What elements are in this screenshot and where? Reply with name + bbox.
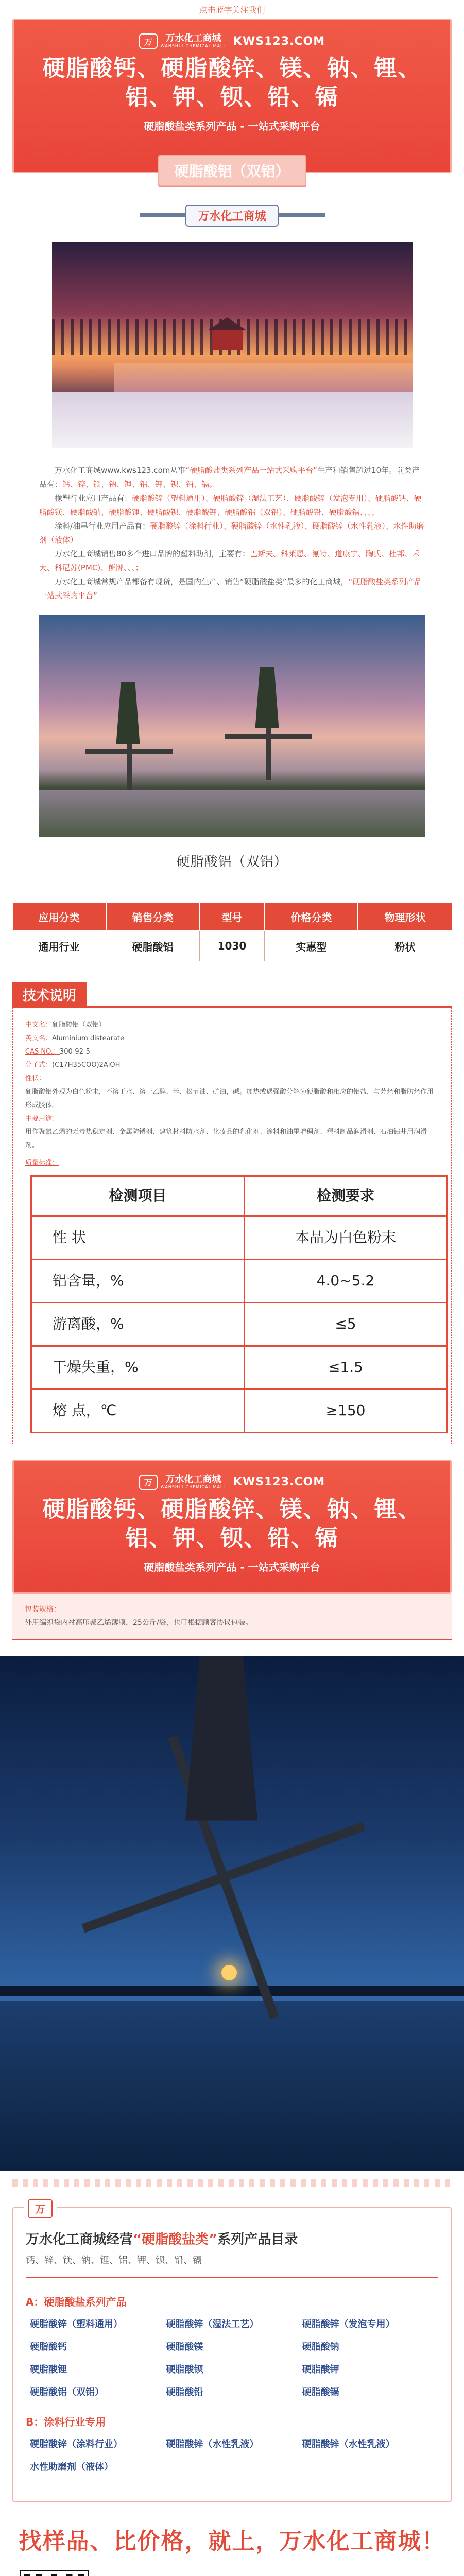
spec-value: 4.0~5.2 (244, 1259, 446, 1302)
intro-p5-a: 万水化工商城常规产品都备有现货，是国内生产、销售“硬脂酸盐类”最多的化工商城， (55, 577, 349, 586)
intro-p2-list: 硬脂酸锌（塑料通用）、硬脂酸锌（湿法工艺）、硬脂酸锌（发泡专用）、硬脂酸钙、硬脂酸镁、硬脂酸钠、硬脂酸锂、硬脂酸钡、硬脂酸钾、硬脂酸铝（双铝）、硬脂酸铅、硬脂酸镉、、、； (39, 494, 422, 517)
header-cell: 物理形状 (358, 902, 452, 931)
product-name: 硬脂酸铝（双铝） (176, 854, 288, 870)
table-cell: 硬脂酸铝 (106, 931, 200, 961)
spec-item: 游离酸，% (31, 1302, 245, 1346)
top-banner (12, 19, 452, 180)
site-url: KWS123.COM (233, 35, 325, 48)
store-ribbon (140, 204, 325, 227)
catalog-title (26, 2229, 438, 2248)
logo-name: 万水化工商城 (165, 33, 221, 44)
follow-tip[interactable] (0, 0, 464, 19)
field-property (25, 1072, 439, 1086)
spec-item: 铝含量，% (31, 1259, 245, 1302)
catalog-item[interactable]: 硬脂酸锂 (30, 2364, 67, 2375)
spec-item: 熔 点，℃ (31, 1389, 245, 1432)
logo-text (161, 34, 226, 48)
intro-p5 (39, 575, 425, 603)
company-intro (0, 464, 464, 603)
spec-value: ≥150 (244, 1389, 446, 1432)
catalog-title-b: 系列产品目录 (217, 2231, 298, 2247)
intro-p1-highlight: “硬脂酸盐类系列产品一站式采购平台” (185, 466, 317, 475)
intro-p4-a: 万水化工商城销售80多个进口品牌的塑料助剂，主要有： (55, 549, 250, 558)
intro-p3-a: 涂料/油墨行业应用产品有： (55, 521, 150, 531)
logo-mark-icon: 万 (28, 2199, 53, 2218)
catalog-rule (26, 2277, 438, 2278)
wave-divider (12, 2179, 452, 2187)
catalog-grid-b (26, 2437, 438, 2473)
table-cell: 粉状 (358, 931, 452, 961)
table-row (12, 931, 452, 961)
field-name-en (25, 1032, 439, 1045)
logo-text (161, 1475, 226, 1489)
spec-header-cell: 检测项目 (31, 1176, 245, 1216)
catalog-item[interactable]: 硬脂酸锌（塑料通用） (30, 2318, 123, 2330)
header-cell: 价格分类 (264, 902, 358, 931)
catalog-box (12, 2203, 452, 2502)
catalog-item[interactable]: 硬脂酸钡 (166, 2364, 203, 2375)
product-tag: 硬脂酸铝（双铝） (158, 155, 306, 186)
brand-row (14, 20, 450, 49)
catalog-grid-a (26, 2317, 438, 2398)
field-key: 性状： (25, 1074, 46, 1082)
header-cell: 应用分类 (12, 902, 106, 931)
logo-mark-icon: 万 (139, 1475, 158, 1490)
usage-text: 用作聚氯乙烯的无毒热稳定剂、金属防锈剂、建筑材料防水剂、化妆品的乳化剂、涂料和油墨增稠剂、塑料制品润滑剂、石油钻井用润滑剂。 (25, 1128, 427, 1149)
banner-title: 硬脂酸钙、硬脂酸锌、镁、钠、锂、铝、钾、钡、铅、镉 (42, 55, 422, 110)
intro-p1-b: 生产和销售超过10年。前类产品有： (39, 466, 420, 489)
packaging-box (12, 1594, 452, 1640)
table-row (31, 1302, 447, 1346)
spec-value: ≤1.5 (244, 1346, 446, 1389)
brand-logo (139, 33, 226, 49)
tech-heading-label: 技术说明 (12, 982, 87, 1007)
catalog-item[interactable]: 水性助磨剂（液体） (30, 2461, 113, 2472)
second-banner (12, 1460, 452, 1594)
intro-p3-list: 硬脂酸锌（涂料行业）、硬脂酸锌（水性乳液）、硬脂酸锌（水性乳液）、水性助磨剂（液体） (39, 521, 424, 545)
spec-value: ≤5 (244, 1302, 446, 1346)
catalog-item[interactable]: 硬脂酸锌（涂料行业） (30, 2438, 123, 2450)
property-text: 硬脂酸铝外观为白色粉末，不溶于水、溶于乙醇、苯、松节油、矿油，碱。加热或遇强酸分解为硬脂酸和相应的铝盐，与芳烃和脂肪烃作用形成胶体。 (25, 1088, 434, 1109)
field-key: 中文名： (25, 1021, 53, 1029)
packaging-label: 包装规格： (25, 1605, 61, 1614)
brand-logo (139, 1475, 226, 1490)
intro-p3 (39, 519, 425, 547)
table-row (31, 1259, 447, 1302)
snow-shape (52, 392, 413, 448)
intro-p4-list: 巴斯夫、科莱恩、氟特、道康宁、陶氏、杜邦、禾大、科尼苏(PMC)、熊牌、、、； (39, 549, 420, 572)
table-cell: 通用行业 (12, 931, 106, 961)
river-shape (39, 790, 425, 837)
logo-mark-icon: 万 (139, 33, 158, 49)
catalog-item[interactable]: 硬脂酸钾 (302, 2364, 339, 2375)
intro-p2 (39, 492, 425, 519)
spec-item: 干燥失重，% (31, 1346, 245, 1389)
header-cell: 销售分类 (106, 902, 200, 931)
field-value: 硬脂酸铝（双铝） (52, 1021, 106, 1029)
banner-title: 硬脂酸钙、硬脂酸锌、镁、钠、锂、铝、钾、钡、铅、镉 (42, 1496, 422, 1551)
table-cell: 实惠型 (264, 931, 358, 961)
catalog-item[interactable]: 硬脂酸锌（水性乳液） (166, 2438, 259, 2450)
catalog-item[interactable]: 硬脂酸钠 (302, 2341, 339, 2352)
cta-headline: 找样品、比价格，就上，万水化工商城！ (19, 2528, 445, 2554)
catalog-item[interactable]: 硬脂酸锌（发泡专用） (302, 2318, 395, 2330)
intro-p2-a: 橡塑行业应用产品有： (55, 494, 132, 503)
catalog-item[interactable]: 硬脂酸镁 (166, 2341, 203, 2352)
brand-row (14, 1461, 450, 1490)
store-ribbon-label: 万水化工商城 (185, 205, 278, 227)
spec-value: 本品为白色粉末 (244, 1216, 446, 1259)
intro-p4 (39, 547, 425, 575)
catalog-item[interactable]: 硬脂酸锌（湿法工艺） (166, 2318, 259, 2330)
intro-p1 (39, 464, 425, 492)
catalog-item[interactable]: 硬脂酸镉 (302, 2386, 339, 2398)
classification-table (12, 902, 453, 961)
classification-header-row (12, 902, 452, 931)
field-value: 300-92-5 (59, 1047, 90, 1056)
site-url: KWS123.COM (233, 1476, 325, 1488)
catalog-metals: 钙、锌、镁、钠、锂、铝、钾、钡、铅、镉 (26, 2255, 202, 2266)
spec-header-cell: 检测要求 (244, 1176, 446, 1216)
field-name-cn (25, 1019, 439, 1032)
house-shape (212, 330, 243, 350)
field-key: 英文名： (25, 1034, 53, 1042)
quality-label: 质量标准： (25, 1159, 59, 1167)
field-key: 分子式： (25, 1061, 53, 1069)
qr-code-icon[interactable] (21, 2571, 88, 2576)
intro-p5-highlight: “硬脂酸盐类系列产品一站式采购平台” (39, 577, 422, 600)
tech-heading (12, 982, 452, 1008)
packaging-text: 外用编织袋内衬高压聚乙烯薄膜，25公斤/袋，也可根据顾客协议包装。 (25, 1618, 253, 1627)
windmill-night-photo (0, 1656, 464, 2171)
table-row (31, 1346, 447, 1389)
tech-body (12, 1008, 452, 1444)
banner-subtitle: 硬脂酸盐类系列产品 - 一站式采购平台 (144, 1561, 320, 1573)
catalog-badge (24, 2199, 57, 2218)
spec-header-row (31, 1176, 447, 1216)
field-formula (25, 1059, 439, 1072)
banner-subtitle: 硬脂酸盐类系列产品 - 一站式采购平台 (144, 120, 320, 132)
catalog-title-a: 万水化工商城经营 (26, 2231, 133, 2247)
field-value: Aluminium distearate (52, 1034, 125, 1042)
catalog-item[interactable]: 硬脂酸钙 (30, 2341, 67, 2352)
cta-bottom (0, 2555, 464, 2576)
spec-table (30, 1175, 448, 1433)
follow-tip-text[interactable]: 点击蓝字关注我们 (199, 5, 265, 15)
intro-p1-a: 万水化工商城www.kws123.com从事 (55, 466, 186, 475)
lamp-glow-shape (221, 1965, 237, 1980)
tech-heading-line (12, 1006, 452, 1008)
catalog-item[interactable]: 硬脂酸铝（双铝） (30, 2386, 104, 2398)
catalog-section-b: B：涂料行业专用 (26, 2415, 106, 2428)
header-cell: 型号 (200, 902, 265, 931)
sunset-village-photo (52, 242, 413, 448)
catalog-title-highlight: “硬脂酸盐类” (133, 2231, 218, 2247)
table-cell: 1030 (200, 931, 265, 961)
intro-p1-list: 钙、锌、镁、钠、锂、铝、钾、钡、铅、镉。 (62, 480, 217, 489)
catalog-item[interactable]: 硬脂酸铅 (166, 2386, 203, 2398)
table-row (31, 1216, 447, 1259)
field-cas (25, 1045, 439, 1059)
field-key: CAS NO.： (25, 1047, 60, 1056)
logo-sub: WANSHUI CHEMICAL MALL (160, 1484, 226, 1489)
table-row (31, 1389, 447, 1432)
spec-item: 性 状 (31, 1216, 245, 1259)
usage-label: 主要用途： (25, 1114, 59, 1123)
logo-name: 万水化工商城 (165, 1473, 221, 1485)
logo-sub: WANSHUI CHEMICAL MALL (160, 44, 226, 48)
catalog-section-a: A：硬脂酸盐系列产品 (26, 2295, 127, 2308)
windmill-sunset-photo (39, 615, 425, 837)
catalog-item[interactable]: 硬脂酸锌（水性乳液） (302, 2438, 395, 2450)
field-value: (C17H35COO)2AlOH (52, 1061, 121, 1069)
